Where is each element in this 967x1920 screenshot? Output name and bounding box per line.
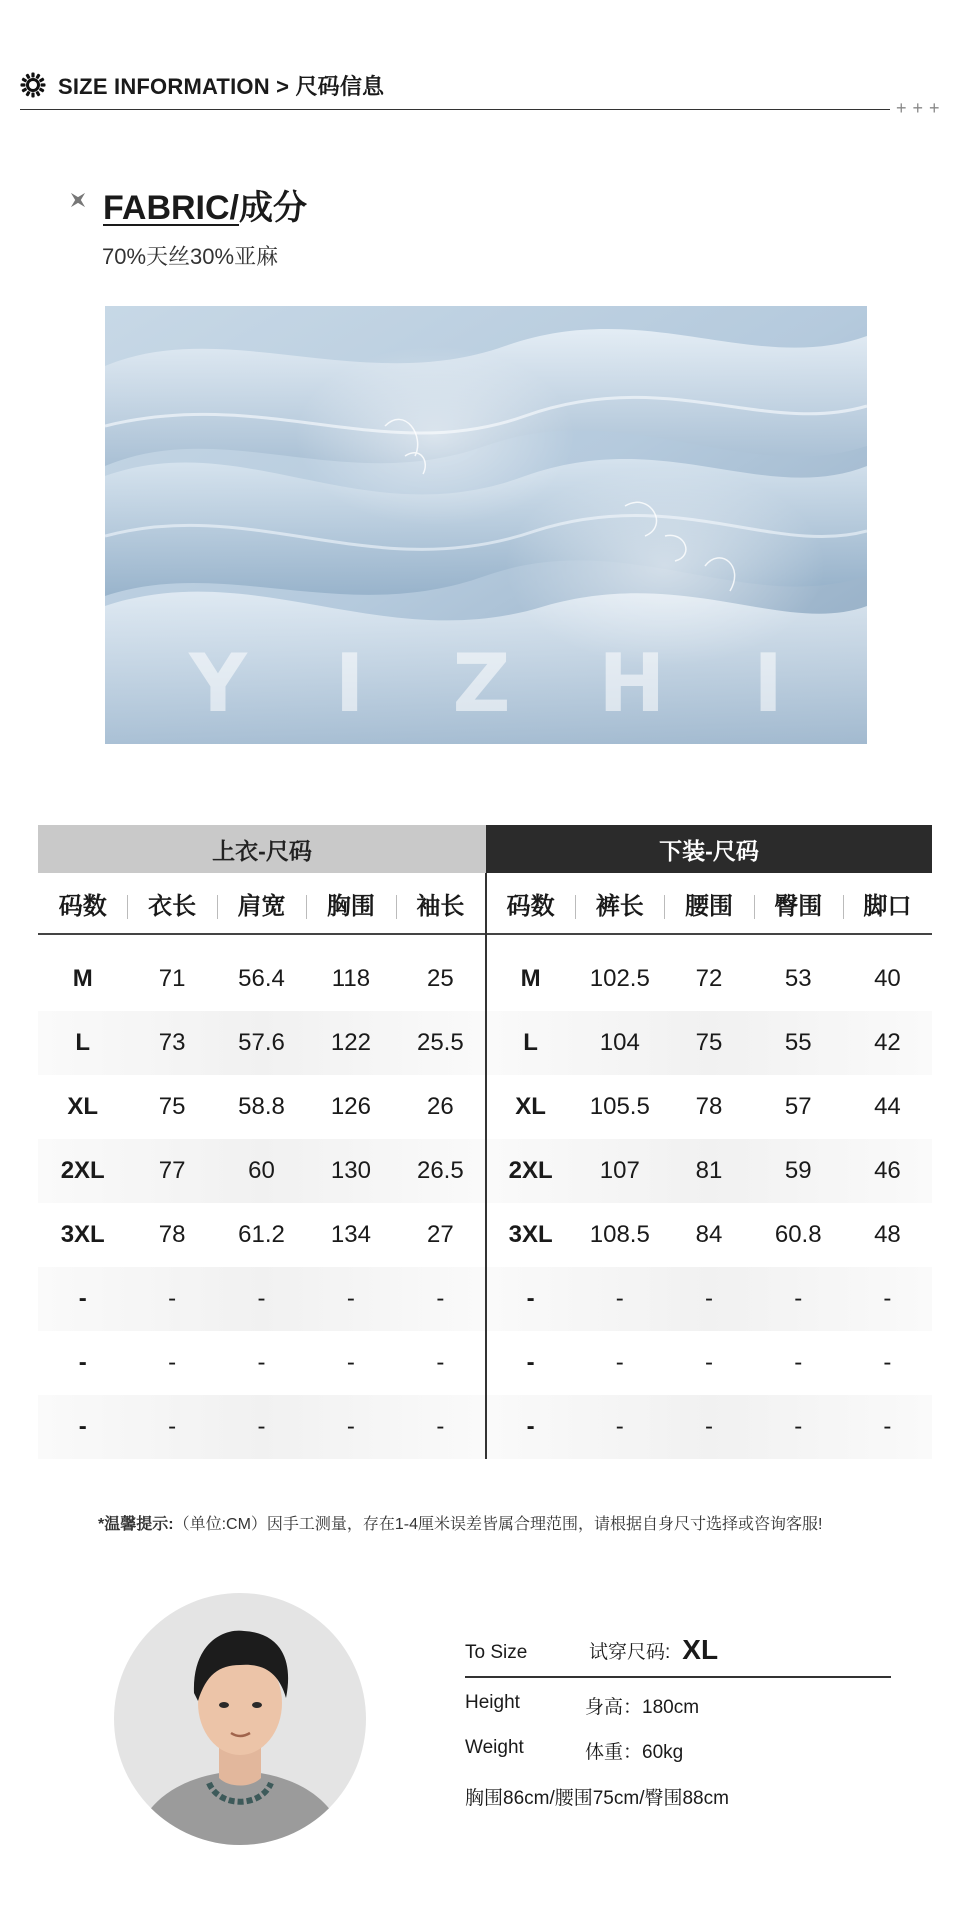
column-header: 码数 <box>506 892 555 920</box>
measure-cell: - <box>257 1285 266 1312</box>
bottom-row-cells <box>485 1267 932 1331</box>
measure-cell: 78 <box>158 1221 186 1248</box>
measure-cell: 26 <box>426 1093 454 1120</box>
top-row-cells <box>38 1139 485 1203</box>
measure-cell: 118 <box>331 965 371 992</box>
bottom-row-cells <box>485 1331 932 1395</box>
size-cell: M <box>520 965 541 992</box>
measure-cell: - <box>257 1413 266 1440</box>
measure-cell: - <box>436 1349 445 1376</box>
measure-cell: - <box>883 1349 892 1376</box>
sparkle-icon <box>68 190 88 210</box>
brand-letter: I <box>753 637 784 730</box>
size-cell: 2XL <box>60 1157 105 1184</box>
column-header: 胸围 <box>306 873 395 933</box>
to-size-row <box>465 1630 891 1678</box>
table-section-headers <box>38 825 932 873</box>
measure-cell: 59 <box>784 1157 812 1184</box>
measure-cell: 57.6 <box>238 1029 285 1056</box>
measure-cell: - <box>436 1413 445 1440</box>
measure-cell: - <box>346 1285 355 1312</box>
measure-cell: 73 <box>158 1029 186 1056</box>
measure-cell: 44 <box>874 1093 901 1120</box>
measure-cell: - <box>794 1349 803 1376</box>
fabric-image <box>105 306 867 744</box>
measure-cell: 27 <box>426 1221 454 1248</box>
measure-cell: - <box>705 1413 713 1440</box>
measure-cell: - <box>257 1349 266 1376</box>
size-cell: L <box>75 1029 91 1056</box>
measure-cell: 104 <box>599 1029 640 1056</box>
weight-value: 体重：60kg <box>585 1742 684 1763</box>
measure-cell: 78 <box>695 1093 723 1120</box>
measure-cell: 40 <box>874 965 901 992</box>
size-cell: L <box>523 1029 538 1056</box>
column-header: 肩宽 <box>217 873 306 933</box>
measure-cell: 57 <box>784 1093 812 1120</box>
height-row <box>465 1692 699 1719</box>
to-size-label-en: To Size <box>465 1642 528 1663</box>
brand-letter: H <box>598 637 666 730</box>
measure-cell: - <box>615 1285 624 1312</box>
top-row-cells <box>38 1203 485 1267</box>
size-cell: XL <box>67 1093 99 1120</box>
header-divider <box>20 109 890 110</box>
column-header: 衣长 <box>127 873 216 933</box>
size-table <box>38 825 932 1459</box>
size-cell: - <box>78 1413 87 1440</box>
size-cell: 3XL <box>508 1221 553 1248</box>
bottom-row-cells <box>485 947 932 1011</box>
column-header: 腰围 <box>664 873 753 933</box>
size-cell: 2XL <box>508 1157 553 1184</box>
bottom-size-header: 下装-尺码 <box>486 825 932 873</box>
measure-cell: 134 <box>330 1221 371 1248</box>
fabric-title <box>103 180 307 229</box>
section-header <box>20 70 384 100</box>
measure-cell: - <box>615 1413 624 1440</box>
measure-cell: - <box>794 1413 803 1440</box>
measure-cell: 105.5 <box>589 1093 650 1120</box>
measure-cell: - <box>168 1349 177 1376</box>
top-size-header: 上衣-尺码 <box>38 825 486 873</box>
to-size-value: XL <box>682 1634 719 1665</box>
measure-cell: 75 <box>158 1093 186 1120</box>
height-value: 身高：180cm <box>585 1697 700 1718</box>
bottom-row-cells <box>485 1203 932 1267</box>
size-cell: 3XL <box>60 1221 105 1248</box>
measure-cell: 61.2 <box>238 1221 285 1248</box>
measure-cell: - <box>794 1285 803 1312</box>
plus-marks: +++ <box>896 98 946 118</box>
brand-letter: I <box>334 637 365 730</box>
to-size-label-cn: 试穿尺码: <box>589 1642 671 1663</box>
bottom-column-headers <box>485 873 932 933</box>
measure-cell: 126 <box>330 1093 371 1120</box>
brand-letter: Y <box>188 637 247 730</box>
fabric-composition: 70%天丝30%亚麻 <box>102 244 279 269</box>
measure-cell: 130 <box>330 1157 371 1184</box>
size-cell: - <box>526 1413 535 1440</box>
weight-row <box>465 1737 683 1764</box>
measure-cell: 60 <box>248 1157 275 1184</box>
measure-cell: 25 <box>426 965 454 992</box>
measure-cell: 102.5 <box>589 965 650 992</box>
weight-label: Weight <box>465 1737 524 1758</box>
size-cell: - <box>526 1349 535 1376</box>
top-row-cells <box>38 1011 485 1075</box>
top-row-cells <box>38 1267 485 1331</box>
measure-cell: - <box>883 1285 892 1312</box>
brand-watermark <box>105 637 867 730</box>
measure-cell: 71 <box>158 965 186 992</box>
measure-cell: 75 <box>695 1029 723 1056</box>
column-header: 脚口 <box>843 873 932 933</box>
height-label: Height <box>465 1692 520 1713</box>
fabric-title-cn: 成分 <box>239 189 307 227</box>
measure-cell: 48 <box>874 1221 901 1248</box>
measure-cell: - <box>346 1349 355 1376</box>
column-header: 袖长 <box>396 873 485 933</box>
measure-cell: 56.4 <box>238 965 285 992</box>
column-header: 裤长 <box>575 873 664 933</box>
measure-cell: 84 <box>695 1221 723 1248</box>
top-row-cells <box>38 947 485 1011</box>
measure-cell: 60.8 <box>774 1221 822 1248</box>
top-row-cells <box>38 1395 485 1459</box>
measure-cell: - <box>883 1413 892 1440</box>
measure-cell: - <box>168 1413 177 1440</box>
measure-cell: - <box>705 1285 713 1312</box>
measure-cell: 72 <box>695 965 723 992</box>
size-cell: M <box>72 965 93 992</box>
measure-cell: 25.5 <box>416 1029 464 1056</box>
column-header: 码数 <box>58 892 107 920</box>
measure-cell: 81 <box>695 1157 723 1184</box>
measure-cell: 53 <box>784 965 812 992</box>
bottom-row-cells <box>485 1075 932 1139</box>
size-cell: - <box>526 1285 535 1312</box>
table-divider <box>485 873 487 1459</box>
column-header: 臀围 <box>754 873 843 933</box>
measure-cell: 77 <box>158 1157 186 1184</box>
bottom-row-cells <box>485 1011 932 1075</box>
section-title: SIZE INFORMATION > 尺码信息 <box>58 73 385 99</box>
size-cell: - <box>78 1285 87 1312</box>
measure-cell: 58.8 <box>238 1093 285 1120</box>
measure-cell: 122 <box>330 1029 371 1056</box>
top-row-cells <box>38 1075 485 1139</box>
measure-cell: 107 <box>599 1157 640 1184</box>
size-note <box>98 1511 822 1534</box>
measure-cell: 46 <box>874 1157 901 1184</box>
size-cell: - <box>78 1349 87 1376</box>
top-row-cells <box>38 1331 485 1395</box>
measure-cell: 55 <box>784 1029 812 1056</box>
top-column-headers <box>38 873 485 933</box>
measure-cell: - <box>705 1349 713 1376</box>
body-measurements: 胸围86cm/腰围75cm/臀围88cm <box>465 1788 729 1809</box>
measure-cell: - <box>436 1285 445 1312</box>
measure-cell: - <box>615 1349 624 1376</box>
size-cell: XL <box>515 1093 546 1120</box>
measure-cell: 42 <box>874 1029 901 1056</box>
fabric-title-en: FABRIC/ <box>103 189 239 227</box>
note-text: （单位:CM）因手工测量，存在1-4厘米误差皆属合理范围，请根据自身尺寸选择或咨询客服! <box>173 1516 823 1533</box>
sun-icon <box>20 72 46 98</box>
bottom-row-cells <box>485 1139 932 1203</box>
measure-cell: - <box>168 1285 177 1312</box>
model-avatar <box>114 1593 366 1845</box>
brand-letter: Z <box>452 637 511 730</box>
note-label: *温馨提示: <box>98 1516 174 1533</box>
bottom-row-cells <box>485 1395 932 1459</box>
measure-cell: - <box>346 1413 355 1440</box>
measure-cell: 108.5 <box>589 1221 650 1248</box>
measure-cell: 26.5 <box>416 1157 464 1184</box>
